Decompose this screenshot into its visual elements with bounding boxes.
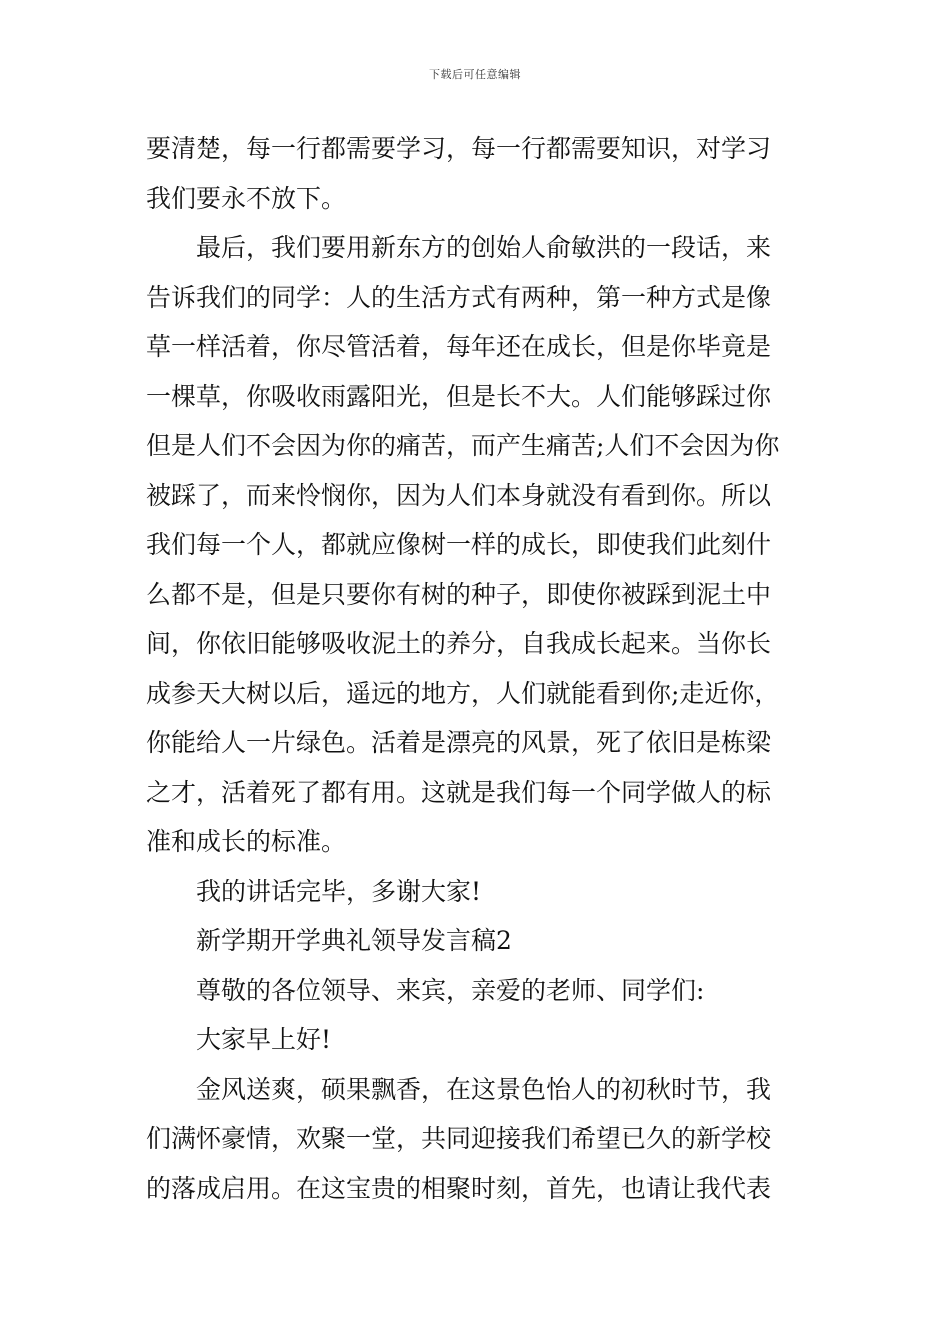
text-line: 被踩了，而来怜悯你，因为人们本身就没有看到你。所以 [146,480,772,510]
text-line: 准和成长的标准。 [146,827,347,856]
text-line: 的落成启用。在这宝贵的相聚时刻，首先，也请让我代表 [146,1173,772,1203]
text-line: 间，你依旧能够吸收泥土的养分，自我成长起来。当你长 [146,629,772,658]
text-line: 草一样活着，你尽管活着，每年还在成长，但是你毕竟是 [146,332,772,361]
text-line: 成参天大树以后，遥远的地方，人们就能看到你;走近你， [146,678,780,708]
document-body [146,124,810,1213]
text-line: 我们要永不放下。 [146,183,347,213]
text-line: 但是人们不会因为你的痛苦，而产生痛苦;人们不会因为你 [146,431,780,460]
section-title: 新学期开学典礼领导发言稿2 [196,926,512,955]
text-line: 么都不是，但是只要你有树的种子，即使你被踩到泥土中 [146,579,772,609]
text-line: 一棵草，你吸收雨露阳光，但是长不大。人们能够踩过你 [146,381,772,411]
text-line: 我们每一个人，都就应像树一样的成长，即使我们此刻什 [146,530,772,559]
greeting-line: 大家早上好! [196,1025,332,1054]
text-line: 之才，活着死了都有用。这就是我们每一个同学做人的标 [146,777,772,807]
salutation-line: 尊敬的各位领导、来宾，亲爱的老师、同学们: [196,975,705,1005]
text-line: 要清楚，每一行都需要学习，每一行都需要知识，对学习 [146,134,772,163]
text-line: 金风送爽，硕果飘香，在这景色怡人的初秋时节，我 [196,1074,772,1104]
text-line: 你能给人一片绿色。活着是漂亮的风景，死了依旧是栋梁 [146,728,772,757]
closing-line: 我的讲话完毕，多谢大家! [196,876,482,906]
text-line: 最后，我们要用新东方的创始人俞敏洪的一段话，来 [196,233,772,262]
text-line: 告诉我们的同学：人的生活方式有两种，第一种方式是像 [146,282,772,312]
text-line: 们满怀豪情，欢聚一堂，共同迎接我们希望已久的新学校 [146,1124,772,1153]
page-header: 下载后可任意编辑 [429,68,521,81]
